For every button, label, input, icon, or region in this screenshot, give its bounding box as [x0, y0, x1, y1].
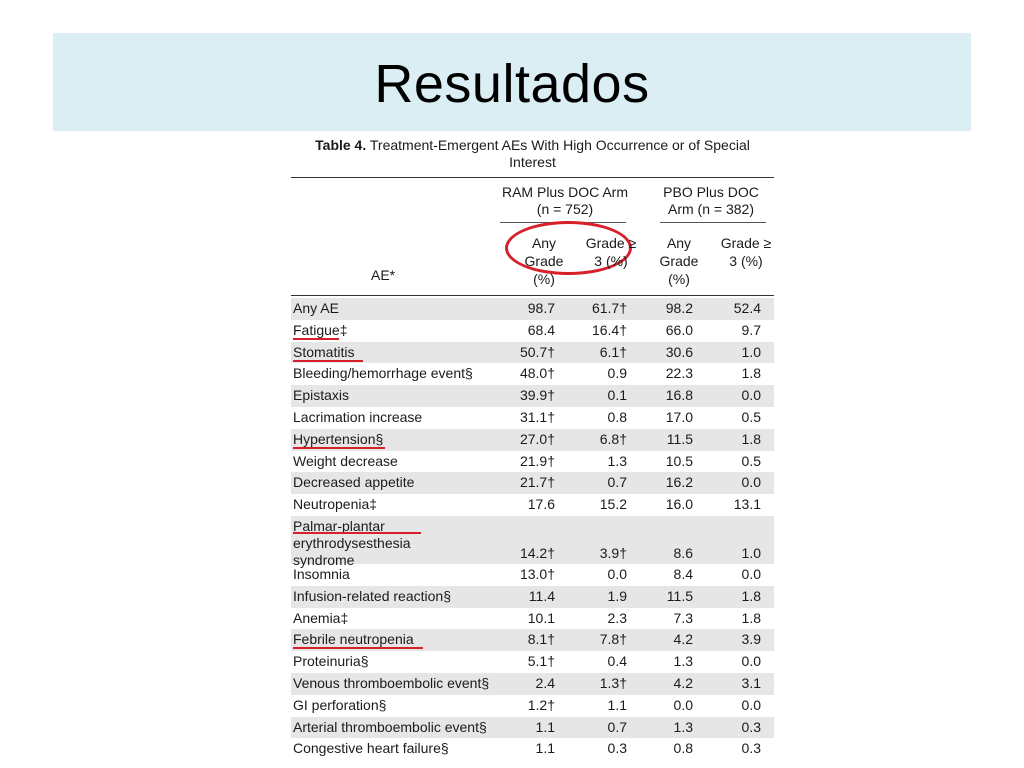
cell-value: 4.2: [673, 631, 693, 648]
cell-value: 6.1†: [599, 343, 627, 360]
table-caption-label: Table 4.: [315, 137, 367, 153]
cell-value: 0.0: [741, 565, 761, 582]
cell-value: 1.3†: [599, 674, 627, 691]
cell-value: 14.2†: [519, 544, 555, 561]
ae-name: Hypertension§: [293, 430, 384, 447]
subheader-pbo-any: Any Grade (%): [659, 235, 699, 287]
cell-value: 17.0: [665, 408, 693, 425]
ae-name: Proteinuria§: [293, 653, 369, 670]
cell-value: 1.3: [673, 653, 693, 670]
cell-value: 11.5: [666, 430, 693, 447]
table-row: [291, 673, 774, 695]
cell-value: 17.6: [527, 496, 555, 513]
cell-value: 0.8: [607, 408, 627, 425]
cell-value: 0.0: [741, 474, 761, 491]
table-body: [291, 298, 774, 760]
cell-value: 98.7: [527, 300, 555, 316]
table-row: [291, 342, 774, 364]
cell-value: 31.1†: [519, 408, 555, 425]
ae-name: Decreased appetite: [293, 474, 415, 491]
cell-value: 1.3: [673, 718, 693, 735]
table-row: [291, 608, 774, 630]
cell-value: 3.9†: [599, 544, 627, 561]
cell-value: 0.3: [741, 718, 761, 735]
table-row: [291, 695, 774, 717]
ae-name: Bleeding/hemorrhage event§: [293, 365, 473, 382]
cell-value: 5.1†: [527, 653, 555, 670]
cell-value: 7.3: [673, 609, 693, 626]
table-row: [291, 385, 774, 407]
ae-name: Infusion-related reaction§: [293, 587, 451, 604]
ae-name: Venous thromboembolic event§: [293, 674, 490, 691]
cell-value: 13.1: [733, 496, 761, 513]
table-caption: [291, 137, 774, 171]
ae-name: Palmar-plantar erythrodysesthesia syndrome: [293, 517, 411, 568]
cell-value: 0.0: [741, 387, 761, 404]
ae-name: Arterial thromboembolic event§: [293, 718, 487, 735]
ae-name: Lacrimation increase: [293, 408, 423, 425]
cell-value: 16.2: [665, 474, 693, 491]
cell-value: 0.7: [607, 718, 627, 735]
cell-value: 0.5: [741, 452, 761, 469]
cell-value: 1.8: [741, 365, 761, 382]
cell-value: 68.4: [527, 321, 555, 338]
cell-value: 1.8: [741, 609, 761, 626]
cell-value: 1.3: [607, 452, 627, 469]
cell-value: 10.5: [665, 452, 693, 469]
table-row: [291, 516, 774, 568]
cell-value: 66.0: [665, 321, 693, 338]
cell-value: 16.0: [665, 496, 693, 513]
cell-value: 8.1†: [527, 631, 555, 648]
cell-value: 0.9: [607, 365, 627, 382]
cell-value: 13.0†: [519, 565, 555, 582]
ae-name: GI perforation§: [293, 696, 387, 713]
ae-name: Congestive heart failure§: [293, 740, 449, 757]
table-row: [291, 363, 774, 385]
cell-value: 61.7†: [591, 300, 627, 316]
cell-value: 9.7: [741, 321, 761, 338]
cell-value: 1.8: [741, 430, 761, 447]
cell-value: 16.4†: [591, 321, 627, 338]
cell-value: 0.1: [607, 387, 627, 404]
cell-value: 1.0: [741, 544, 761, 561]
cell-value: 4.2: [673, 674, 693, 691]
ae-column-header: AE*: [371, 267, 396, 283]
highlight-underline: [293, 647, 423, 649]
cell-value: 21.9†: [519, 452, 555, 469]
ae-name: Weight decrease: [293, 452, 398, 469]
table-row: [291, 429, 774, 451]
subheader-ram-grade3: Grade ≥ 3 (%): [585, 235, 637, 269]
cell-value: 8.6: [673, 544, 693, 561]
table-row: [291, 717, 774, 739]
cell-value: 30.6: [665, 343, 693, 360]
cell-value: 1.8: [741, 587, 761, 604]
ae-name: Insomnia: [293, 565, 350, 582]
table-caption-text: Treatment-Emergent AEs With High Occurrence or of Special Interest: [369, 137, 750, 170]
subheader-pbo-grade3: Grade ≥ 3 (%): [720, 235, 772, 269]
ae-name: Stomatitis: [293, 343, 355, 360]
title-band: [53, 33, 971, 131]
ae-name: Epistaxis: [293, 387, 350, 404]
table-row: [291, 586, 774, 608]
cell-value: 52.4: [733, 300, 761, 316]
cell-value: 22.3: [665, 365, 693, 382]
cell-value: 6.8†: [599, 430, 627, 447]
cell-value: 15.2: [599, 496, 627, 513]
ae-name: Any AE: [293, 300, 339, 316]
cell-value: 0.7: [607, 474, 627, 491]
cell-value: 10.1: [527, 609, 555, 626]
cell-value: 98.2: [665, 300, 693, 316]
cell-value: 16.8: [665, 387, 693, 404]
subheader-ram-any: Any Grade (%): [524, 235, 564, 287]
table-row: [291, 651, 774, 673]
table-row: [291, 494, 774, 516]
cell-value: 8.4: [673, 565, 693, 582]
ae-name: Febrile neutropenia: [293, 631, 414, 648]
cell-value: 3.1: [741, 674, 761, 691]
cell-value: 0.4: [607, 653, 627, 670]
cell-value: 0.5: [741, 408, 761, 425]
group-header-pbo: PBO Plus DOC Arm (n = 382): [663, 184, 759, 217]
highlight-underline: [293, 532, 421, 534]
group-rule-pbo: [660, 222, 766, 223]
group-header-ram: RAM Plus DOC Arm (n = 752): [501, 184, 628, 217]
table-row: [291, 407, 774, 429]
cell-value: 1.0: [741, 343, 761, 360]
cell-value: 7.8†: [599, 631, 627, 648]
table-row: [291, 298, 774, 320]
cell-value: 2.3: [607, 609, 627, 626]
ae-name: Fatigue‡: [293, 321, 348, 338]
highlight-underline: [293, 447, 385, 449]
cell-value: 3.9: [741, 631, 761, 648]
cell-value: 0.0: [741, 653, 761, 670]
cell-value: 0.0: [607, 565, 627, 582]
cell-value: 11.4: [528, 587, 555, 604]
cell-value: 1.1: [607, 696, 627, 713]
cell-value: 1.1: [535, 718, 555, 735]
cell-value: 0.8: [673, 740, 693, 757]
cell-value: 0.0: [741, 696, 761, 713]
cell-value: 21.7†: [519, 474, 555, 491]
table-row: [291, 472, 774, 494]
table-header: [291, 177, 774, 296]
cell-value: 1.9: [607, 587, 627, 604]
cell-value: 0.3: [741, 740, 761, 757]
table-row: [291, 564, 774, 586]
table-row: [291, 629, 774, 651]
ae-name: Neutropenia‡: [293, 496, 378, 513]
table-row: [291, 320, 774, 342]
cell-value: 27.0†: [519, 430, 555, 447]
cell-value: 0.3: [607, 740, 627, 757]
ae-table: [291, 137, 774, 760]
cell-value: 50.7†: [519, 343, 555, 360]
highlight-underline: [293, 338, 339, 340]
cell-value: 11.5: [666, 587, 693, 604]
highlight-underline: [293, 360, 363, 362]
cell-value: 2.4: [535, 674, 555, 691]
table-row: [291, 451, 774, 473]
cell-value: 1.1: [535, 740, 555, 757]
ae-name: Anemia‡: [293, 609, 349, 626]
cell-value: 0.0: [673, 696, 693, 713]
cell-value: 1.2†: [527, 696, 555, 713]
cell-value: 39.9†: [519, 387, 555, 404]
slide-title: Resultados: [374, 54, 650, 114]
cell-value: 48.0†: [519, 365, 555, 382]
table-row: [291, 738, 774, 760]
